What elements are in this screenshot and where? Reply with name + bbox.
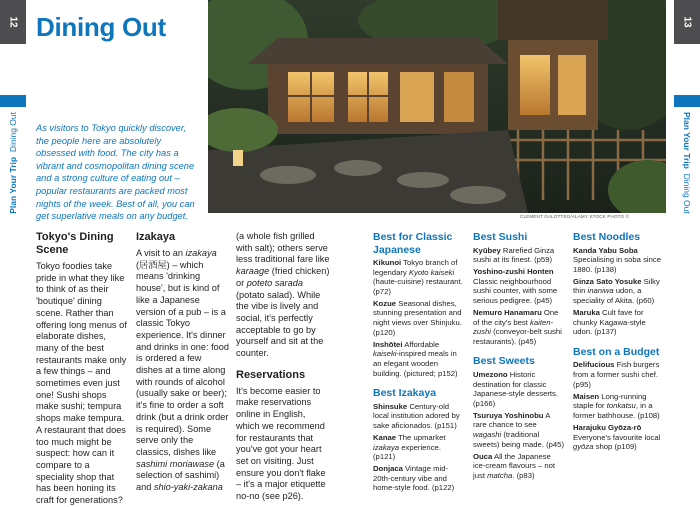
- list-item: Ginza Sato Yosuke Silky thin inaniwa udon, a speciality of Akita. (p60): [573, 276, 660, 305]
- page-number-right: 13: [674, 0, 700, 44]
- list-item: Ouca All the Japanese ice-cream flavours – not just matcha. (p83): [473, 451, 556, 480]
- list-item: Tsuruya Yoshinobu A rare chance to see wagashi (traditional sweets) being made. (p45): [473, 410, 565, 449]
- list-item: Maruka Cult fave for chunky Kagawa-style udon. (p137): [573, 308, 646, 337]
- heading-best-noodles: Best Noodles: [573, 231, 641, 243]
- heading-izakaya: Izakaya: [136, 231, 176, 243]
- list-item: Kanda Yabu Soba Specialising in soba since 1880. (p138): [573, 245, 662, 274]
- izakaya-text: A visit to an izakaya (居酒屋) – which means 'drinking house', but is kind of like a Japanese version of a pub – is a classic Tokyo experience. It's dinner and drinks in one: food is ordered a few dishes at a time along with rounds of alcohol (usually sake or beer); it's fine to order a soft drink (but a drink order is required). Some serve only the classics, dishes like sashimi moriawase (a selection of sashimi) and shio-yaki-zakana: [136, 248, 229, 493]
- running-head-right: Plan Your Trip Dining Out: [682, 112, 692, 214]
- list-item: Inshōtei Affordable kaiseki-inspired meals in an elegant wooden building. (pictured; p152): [373, 339, 458, 378]
- intro-text: As visitors to Tokyo quickly discover, the people here are absolutely obsessed with food. The city has a vibrant and cosmopolitan dining scene and a strong culture of eating out – popular restaurants are packed most nights of the week. Best of all, you can get superlative meals on any budget.: [36, 123, 195, 222]
- column-best-classic-izakaya: [373, 231, 465, 495]
- list-item: Maisen Long-running staple for tonkatsu, in a former bathhouse. (p108): [573, 391, 660, 420]
- list-item: Kyūbey Rarefied Ginza sushi at its finest. (p59): [473, 245, 555, 265]
- column-dining-scene: [36, 231, 128, 507]
- page-number-left: 12: [0, 0, 26, 44]
- column-reservations: [236, 231, 330, 503]
- list-item: Nemuro Hanamaru One of the city's best kaiten-zushi (conveyor-belt sushi restaurants). (p45): [473, 308, 562, 346]
- list-item: Delifucious Fish burgers from a former sushi chef. (p95): [573, 360, 660, 389]
- heading-best-budget: Best on a Budget: [573, 345, 660, 358]
- running-head-left: Plan Your Trip Dining Out: [8, 112, 18, 214]
- list-item: Kanae The upmarket izakaya experience. (p121): [373, 432, 446, 462]
- heading-dining-scene: Tokyo's Dining Scene: [36, 231, 114, 256]
- left-margin: [0, 0, 26, 505]
- restaurant-photo: [208, 0, 666, 213]
- izakaya-text-continued: (a whole fish grilled with salt); others serve less traditional fare like karaage (fried chicken) or poteto sarada (potato salad). While the vibe is lively and social, it's perfectly acceptable to go by yourself and sit at the counter.: [236, 231, 330, 359]
- dining-scene-text: Tokyo foodies take pride in what they like to think of as their 'boutique' dining scene. Rather than offering long menus of elaborate dishes, many of the best restaurants make only a few things – and sometimes even just one! Sushi shops make sushi; tempura shops make tempura. A restaurant that does too much might be suspect: how can it compare to a speciality shop that has been honing its craft for generations?: [36, 261, 127, 506]
- reservations-text: It's become easier to make reservations online in English, which we recommend for restaurants that you've got your heart set on visiting. Just ensure you don't flake – it's a major etiquette no-no (see p26).: [236, 385, 326, 502]
- photo-credit: CLEMENT GALOTTEO/ALAMY STOCK PHOTO ©: [520, 214, 630, 219]
- heading-reservations: Reservations: [236, 368, 306, 381]
- list-item: Kozue Seasonal dishes, stunning presentation and night views over Shinjuku. (p120): [373, 298, 462, 337]
- section-marker-left: [0, 95, 26, 107]
- list-item: Yoshino-zushi Honten Classic neighbourhood sushi counter, with some serious pedigree. (p45): [473, 267, 558, 305]
- heading-best-izakaya: Best Izakaya: [373, 387, 437, 400]
- list-item: Shinsuke Century-old local institution adored by sake aficionados. (p151): [373, 401, 460, 430]
- column-izakaya: [136, 231, 229, 494]
- list-item: Donjaca Vintage mid-20th-century vibe and home-style food. (p122): [373, 464, 455, 493]
- list-item: Kikunoi Tokyo branch of legendary Kyoto kaiseki (haute-cuisine) restaurant. (p72): [373, 258, 463, 296]
- list-item: Harajuku Gyōza-rō Everyone's favourite local gyōza shop (p109): [573, 422, 661, 452]
- heading-best-sweets: Best Sweets: [473, 355, 535, 368]
- heading-best-classic: Best for Classic Japanese: [373, 231, 453, 256]
- heading-best-sushi: Best Sushi: [473, 231, 528, 243]
- right-margin: [674, 0, 700, 505]
- page-title: Dining Out: [36, 12, 166, 42]
- column-best-sushi-sweets: [473, 231, 565, 483]
- section-marker-right: [674, 95, 700, 107]
- list-item: Umezono Historic destination for classic Japanese-style desserts. (p166): [473, 369, 559, 408]
- column-best-noodles-budget: [573, 231, 665, 454]
